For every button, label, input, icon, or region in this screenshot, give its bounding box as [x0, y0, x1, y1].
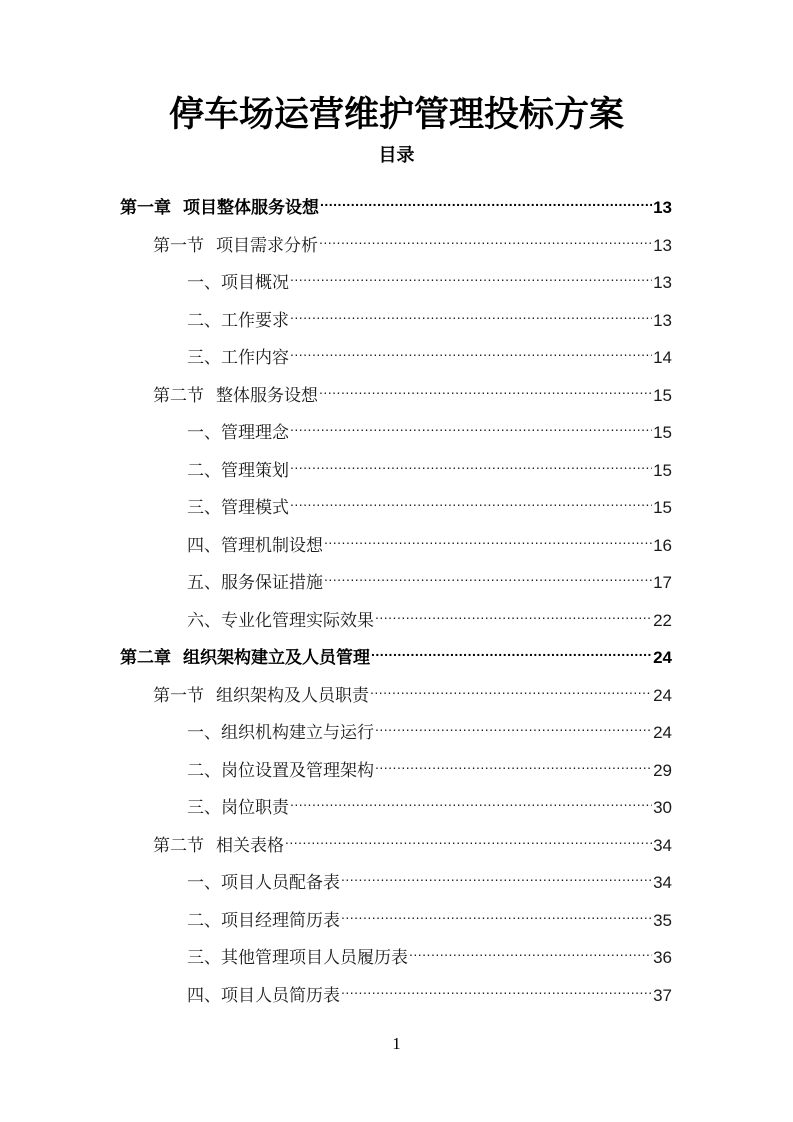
toc-page-number: 15 — [653, 461, 672, 480]
toc-entry-label: 第二节 整体服务设想 — [153, 386, 318, 406]
toc-entry-label: 三、工作内容 — [187, 348, 289, 368]
toc-entry-subsection[interactable] — [187, 333, 672, 368]
toc-leader-dots — [285, 821, 652, 851]
toc-leader-dots — [341, 858, 652, 888]
toc-entry-section[interactable] — [153, 371, 672, 406]
toc-entry-subsection[interactable] — [187, 483, 672, 518]
toc-leader-dots — [375, 596, 652, 626]
toc-entry-chapter[interactable] — [120, 183, 672, 218]
toc-entry-label: 第二节 相关表格 — [153, 836, 284, 856]
toc-entry-label: 五、服务保证措施 — [187, 573, 323, 593]
toc-page-number: 22 — [653, 611, 672, 630]
toc-entry-section[interactable] — [153, 671, 672, 706]
toc-entry-chapter[interactable] — [120, 633, 672, 668]
toc-entry-subsection[interactable] — [187, 596, 672, 631]
toc-entry-label: 二、项目经理简历表 — [187, 911, 340, 931]
toc-page-number: 13 — [653, 236, 672, 255]
toc-entry-label: 二、岗位设置及管理架构 — [187, 761, 374, 781]
toc-leader-dots — [409, 933, 652, 963]
toc-page-number: 13 — [653, 273, 672, 292]
toc-entry-label: 四、项目人员简历表 — [187, 986, 340, 1006]
toc-entry-subsection[interactable] — [187, 896, 672, 931]
toc-entry-label: 二、管理策划 — [187, 461, 289, 481]
toc-leader-dots — [319, 221, 652, 251]
toc-page-number: 24 — [653, 723, 672, 742]
toc-page-number: 15 — [653, 498, 672, 517]
toc-page-number: 30 — [653, 798, 672, 817]
toc-page-number: 34 — [653, 836, 672, 855]
toc-entry-label: 六、专业化管理实际效果 — [187, 611, 374, 631]
toc-leader-dots — [341, 971, 652, 1001]
toc-entry-label: 三、岗位职责 — [187, 798, 289, 818]
toc-entry-subsection[interactable] — [187, 746, 672, 781]
toc-leader-dots — [371, 633, 652, 663]
toc-page-number: 34 — [653, 873, 672, 892]
toc-leader-dots — [324, 521, 652, 551]
toc-page-number: 13 — [653, 311, 672, 330]
toc-page-number: 37 — [653, 986, 672, 1005]
toc-leader-dots — [290, 408, 652, 438]
toc-entry-label: 一、管理理念 — [187, 423, 289, 443]
toc-page-number: 15 — [653, 386, 672, 405]
toc-page-number: 17 — [653, 573, 672, 592]
toc-entry-label: 第二章 组织架构建立及人员管理 — [120, 648, 370, 668]
toc-leader-dots — [290, 333, 652, 363]
document-title: 停车场运营维护管理投标方案 — [168, 95, 624, 135]
toc-entry-subsection[interactable] — [187, 933, 672, 968]
toc-leader-dots — [290, 296, 652, 326]
toc-entry-label: 二、工作要求 — [187, 311, 289, 331]
page-number: 1 — [392, 1034, 401, 1053]
toc-leader-dots — [375, 746, 652, 776]
toc-leader-dots — [320, 183, 652, 213]
toc-leader-dots — [290, 446, 652, 476]
toc-entry-label: 第一节 项目需求分析 — [153, 236, 318, 256]
toc-page-number: 16 — [653, 536, 672, 555]
toc-entry-subsection[interactable] — [187, 783, 672, 818]
toc-entry-subsection[interactable] — [187, 708, 672, 743]
toc-entry-subsection[interactable] — [187, 258, 672, 293]
toc-page-number: 35 — [653, 911, 672, 930]
toc-leader-dots — [370, 671, 652, 701]
toc-leader-dots — [341, 896, 652, 926]
toc-page-number: 36 — [653, 948, 672, 967]
toc-entry-section[interactable] — [153, 821, 672, 856]
toc-entry-label: 四、管理机制设想 — [187, 536, 323, 556]
toc-page-number: 15 — [653, 423, 672, 442]
toc-entry-subsection[interactable] — [187, 521, 672, 556]
toc-entry-subsection[interactable] — [187, 408, 672, 443]
toc-page-number: 13 — [653, 198, 672, 217]
toc-entry-label: 三、管理模式 — [187, 498, 289, 518]
toc-leader-dots — [290, 483, 652, 513]
toc-page-number: 24 — [653, 686, 672, 705]
toc-entry-subsection[interactable] — [187, 558, 672, 593]
toc-page-number: 14 — [653, 348, 672, 367]
toc-heading: 目录 — [378, 145, 415, 166]
toc-leader-dots — [324, 558, 652, 588]
toc-entry-subsection[interactable] — [187, 858, 672, 893]
toc-entry-label: 一、项目人员配备表 — [187, 873, 340, 893]
toc-entry-subsection[interactable] — [187, 971, 672, 1006]
toc-page-number: 29 — [653, 761, 672, 780]
toc-leader-dots — [319, 371, 652, 401]
toc-leader-dots — [290, 783, 652, 813]
toc-entry-label: 第一节 组织架构及人员职责 — [153, 686, 369, 706]
toc-leader-dots — [290, 258, 652, 288]
toc-entry-label: 一、组织机构建立与运行 — [187, 723, 374, 743]
toc-entry-label: 第一章 项目整体服务设想 — [120, 198, 319, 218]
toc-leader-dots — [375, 708, 652, 738]
toc-entry-section[interactable] — [153, 221, 672, 256]
toc-entry-label: 一、项目概况 — [187, 273, 289, 293]
toc-entry-label: 三、其他管理项目人员履历表 — [187, 948, 408, 968]
toc-entry-subsection[interactable] — [187, 446, 672, 481]
toc-page-number: 24 — [653, 648, 672, 667]
toc-entry-subsection[interactable] — [187, 296, 672, 331]
